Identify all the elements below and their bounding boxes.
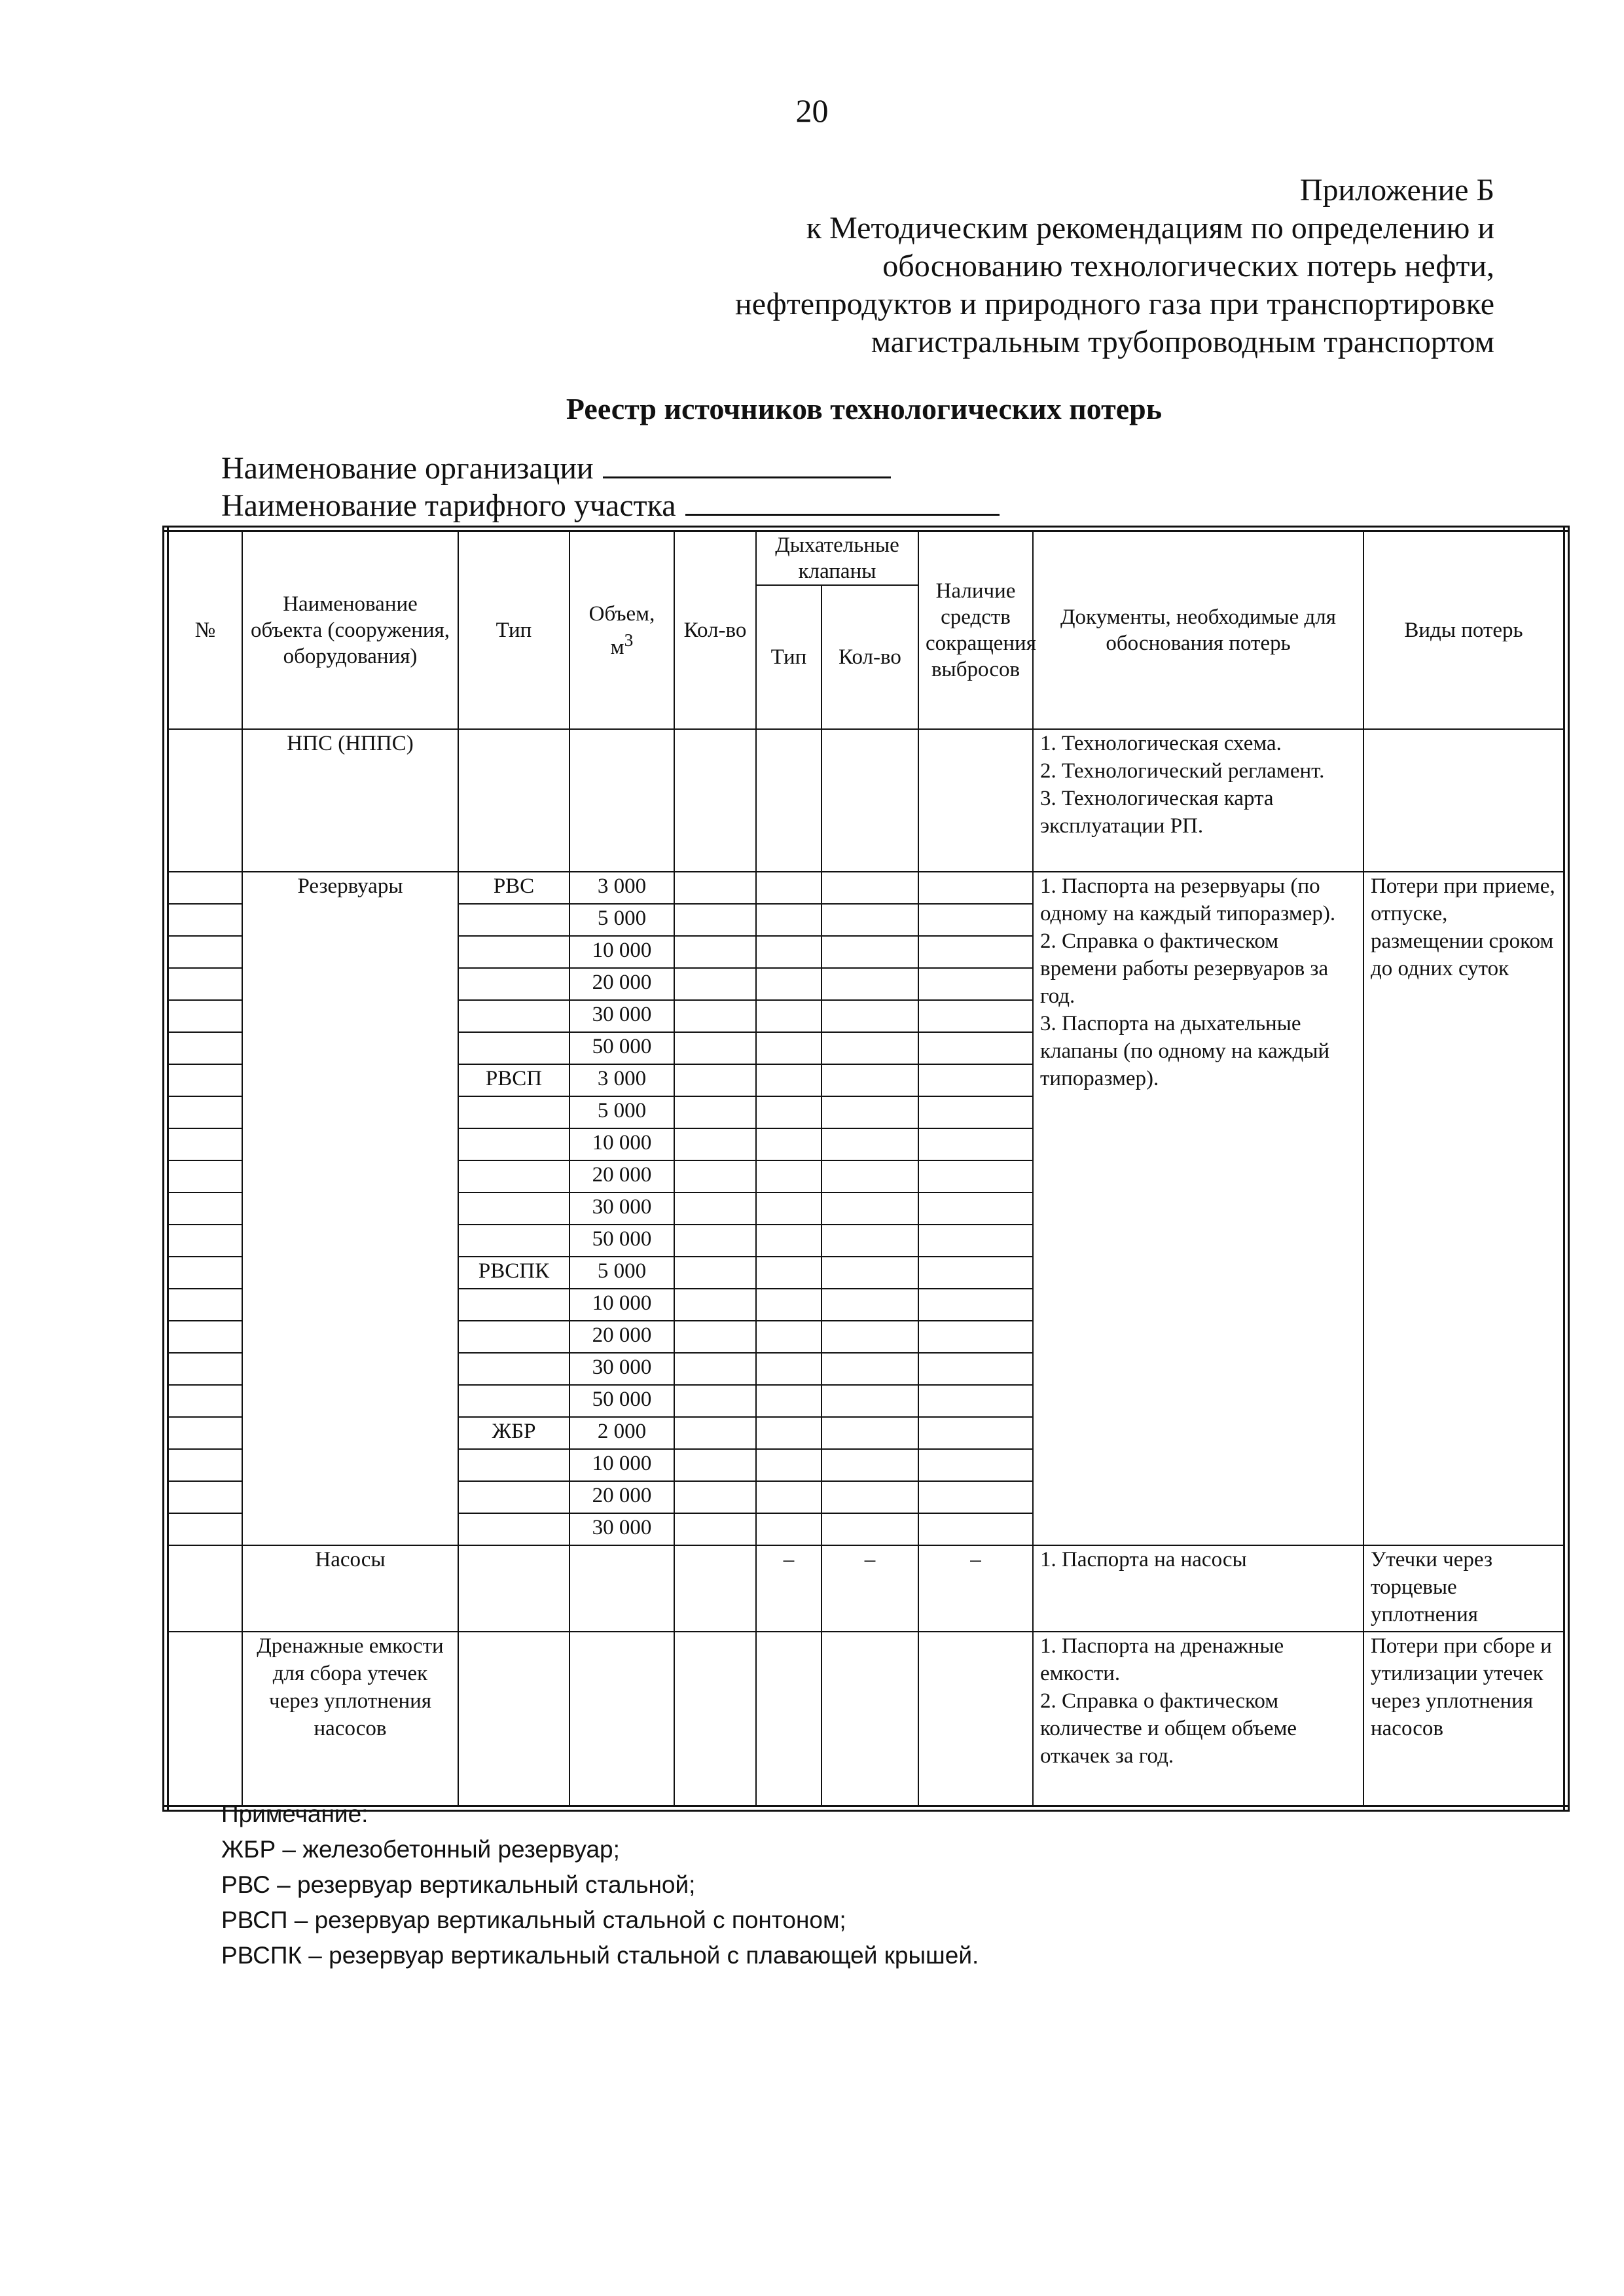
- reservoir-count: [674, 1225, 756, 1257]
- reservoir-count: [674, 1160, 756, 1193]
- drainage-document-item: 1. Паспорта на дренажные емкости.: [1040, 1634, 1284, 1685]
- reservoir-type: [458, 1032, 569, 1064]
- reservoir-count: [674, 1353, 756, 1385]
- valve-count: [821, 1449, 918, 1481]
- reservoir-type: [458, 1128, 569, 1160]
- reservoir-type: [458, 1225, 569, 1257]
- pumps-loss-type: Утечки через торцевые уплотнения: [1363, 1545, 1566, 1632]
- appendix-line: обоснованию технологических потерь нефти,: [882, 249, 1494, 283]
- note-item: РВСП – резервуар вертикальный стальной с понтоном;: [221, 1907, 846, 1933]
- valve-type: [756, 1353, 821, 1385]
- cell: [756, 729, 821, 872]
- page-number: 20: [795, 92, 829, 129]
- cell: [166, 1000, 242, 1032]
- valve-count: [821, 1160, 918, 1193]
- cell: [166, 1225, 242, 1257]
- valve-type: [756, 1225, 821, 1257]
- cell: [821, 1632, 918, 1808]
- reservoir-type: [458, 1321, 569, 1353]
- table-row-drainage: [166, 1632, 1566, 1808]
- header-volume: [569, 529, 674, 729]
- reservoir-volume: 5 000: [569, 1096, 674, 1128]
- reduction-means: [918, 1513, 1033, 1545]
- reservoir-volume: 30 000: [569, 1513, 674, 1545]
- reservoir-count: [674, 1417, 756, 1449]
- reservoir-count: [674, 1321, 756, 1353]
- reservoir-type: [458, 1096, 569, 1128]
- header-documents: Документы, необходимые для обоснования потерь: [1033, 529, 1363, 729]
- reservoirs-documents: [1033, 872, 1363, 1545]
- pumps-valve-count: –: [821, 1545, 918, 1632]
- appendix-line: к Методическим рекомендациям по определению и: [806, 211, 1494, 245]
- reduction-means: [918, 904, 1033, 936]
- table-row-reservoir: [166, 872, 1566, 904]
- note-item: ЖБР – железобетонный резервуар;: [221, 1836, 620, 1863]
- reservoir-type: [458, 1193, 569, 1225]
- reservoir-volume: 50 000: [569, 1032, 674, 1064]
- valve-count: [821, 1225, 918, 1257]
- reduction-means: [918, 1096, 1033, 1128]
- drainage-loss-type: Потери при сборе и утилизации утечек через уплотнения насосов: [1363, 1632, 1566, 1808]
- reservoir-count: [674, 904, 756, 936]
- cell: [569, 1632, 674, 1808]
- reservoir-volume: 30 000: [569, 1353, 674, 1385]
- cell: [569, 729, 674, 872]
- reduction-means: [918, 872, 1033, 904]
- cell: [458, 1632, 569, 1808]
- reservoir-type: [458, 1513, 569, 1545]
- reduction-means: [918, 1128, 1033, 1160]
- reservoir-volume: 50 000: [569, 1225, 674, 1257]
- table-row-pumps: [166, 1545, 1566, 1632]
- valve-count: [821, 1385, 918, 1417]
- reservoir-type: ЖБР: [458, 1417, 569, 1449]
- cell: [166, 729, 242, 872]
- header-reduction-means: Наличие средств сокращения выбросов: [918, 529, 1033, 729]
- cell: [166, 1128, 242, 1160]
- reservoir-volume: 5 000: [569, 904, 674, 936]
- reservoir-volume: 50 000: [569, 1385, 674, 1417]
- tariff-section-blank: [685, 488, 1000, 516]
- nps-name: НПС (НППС): [242, 729, 458, 872]
- cell: [166, 1545, 242, 1632]
- reservoir-type: РВС: [458, 872, 569, 904]
- registry-table: [162, 526, 1570, 1812]
- header-valve-count: Кол-во: [821, 585, 918, 729]
- valve-count: [821, 872, 918, 904]
- organization-field: [221, 450, 891, 486]
- reservoir-volume: 5 000: [569, 1257, 674, 1289]
- reservoir-count: [674, 968, 756, 1000]
- header-volume-label: Объем, м: [588, 601, 655, 659]
- reduction-means: [918, 1032, 1033, 1064]
- reservoir-count: [674, 936, 756, 968]
- cell: [166, 872, 242, 904]
- valve-type: [756, 872, 821, 904]
- reservoir-type: [458, 936, 569, 968]
- valve-type: [756, 1321, 821, 1353]
- pumps-documents: 1. Паспорта на насосы: [1033, 1545, 1363, 1632]
- reservoir-volume: 20 000: [569, 1481, 674, 1513]
- cell: [166, 1096, 242, 1128]
- header-loss-types: Виды потерь: [1363, 529, 1566, 729]
- valve-type: [756, 1064, 821, 1096]
- cell: [1363, 729, 1566, 872]
- valve-type: [756, 1385, 821, 1417]
- reservoir-count: [674, 1128, 756, 1160]
- valve-type: [756, 968, 821, 1000]
- cell: [569, 1545, 674, 1632]
- reservoir-count: [674, 1193, 756, 1225]
- table-row-nps: [166, 729, 1566, 872]
- valve-type: [756, 904, 821, 936]
- reservoir-document-item: 1. Паспорта на резервуары (по одному на каждый типоразмер).: [1040, 874, 1336, 925]
- cell: [166, 1193, 242, 1225]
- reservoir-type: [458, 1449, 569, 1481]
- valve-type: [756, 1289, 821, 1321]
- cell: [166, 1417, 242, 1449]
- appendix-line: магистральным трубопроводным транспортом: [871, 325, 1494, 359]
- reservoir-type: [458, 1481, 569, 1513]
- reduction-means: [918, 1257, 1033, 1289]
- note-item: РВС – резервуар вертикальный стальной;: [221, 1871, 696, 1898]
- header-object: Наименование объекта (сооружения, оборудования): [242, 529, 458, 729]
- valve-count: [821, 1257, 918, 1289]
- cell: [166, 1353, 242, 1385]
- valve-count: [821, 968, 918, 1000]
- valve-type: [756, 936, 821, 968]
- cell: [458, 1545, 569, 1632]
- reservoir-type: [458, 1000, 569, 1032]
- reduction-means: [918, 936, 1033, 968]
- valve-type: [756, 1160, 821, 1193]
- reduction-means: [918, 1160, 1033, 1193]
- cell: [821, 729, 918, 872]
- reservoir-type: [458, 968, 569, 1000]
- reservoir-volume: 20 000: [569, 1160, 674, 1193]
- cell: [166, 936, 242, 968]
- reservoirs-name: Резервуары: [242, 872, 458, 1545]
- cell: [674, 1545, 756, 1632]
- valve-count: [821, 904, 918, 936]
- cell: [458, 729, 569, 872]
- reservoir-count: [674, 1449, 756, 1481]
- valve-count: [821, 1289, 918, 1321]
- reservoir-document-item: 3. Паспорта на дыхательные клапаны (по одному на каждый типоразмер).: [1040, 1012, 1330, 1090]
- organization-blank: [603, 450, 891, 478]
- cell: [166, 1032, 242, 1064]
- appendix-line: нефтепродуктов и природного газа при транспортировке: [735, 287, 1494, 321]
- reservoir-volume: 10 000: [569, 1449, 674, 1481]
- reservoir-count: [674, 1513, 756, 1545]
- valve-count: [821, 1481, 918, 1513]
- header-breathing-valves: Дыхательные клапаны: [756, 529, 918, 585]
- header-count: Кол-во: [674, 529, 756, 729]
- reduction-means: [918, 1353, 1033, 1385]
- cell: [674, 729, 756, 872]
- nps-documents: [1033, 729, 1363, 872]
- cell: [166, 1289, 242, 1321]
- cell: [166, 1321, 242, 1353]
- nps-document-item: 1. Технологическая схема.: [1040, 732, 1282, 755]
- reservoir-volume: 3 000: [569, 1064, 674, 1096]
- valve-count: [821, 936, 918, 968]
- note-item: РВСПК – резервуар вертикальный стальной с плавающей крышей.: [221, 1942, 979, 1969]
- nps-document-item: 3. Технологическая карта эксплуатации РП.: [1040, 787, 1274, 838]
- pumps-reduction: –: [918, 1545, 1033, 1632]
- cell: [166, 1385, 242, 1417]
- reduction-means: [918, 1289, 1033, 1321]
- cell: [756, 1632, 821, 1808]
- valve-count: [821, 1321, 918, 1353]
- valve-count: [821, 1096, 918, 1128]
- reservoir-volume: 10 000: [569, 1128, 674, 1160]
- valve-type: [756, 1032, 821, 1064]
- reservoir-type: [458, 1289, 569, 1321]
- cell: [166, 1449, 242, 1481]
- reduction-means: [918, 1000, 1033, 1032]
- pumps-name: Насосы: [242, 1545, 458, 1632]
- cell: [166, 1257, 242, 1289]
- header-number: №: [166, 529, 242, 729]
- cell: [166, 1632, 242, 1808]
- valve-count: [821, 1417, 918, 1449]
- notes: [221, 1797, 979, 1973]
- valve-count: [821, 1064, 918, 1096]
- reservoir-volume: 10 000: [569, 1289, 674, 1321]
- valve-type: [756, 1481, 821, 1513]
- cell: [166, 1064, 242, 1096]
- reservoir-volume: 3 000: [569, 872, 674, 904]
- cell: [166, 904, 242, 936]
- header-volume-unit-exponent: 3: [624, 629, 634, 650]
- reservoir-count: [674, 872, 756, 904]
- reservoir-volume: 2 000: [569, 1417, 674, 1449]
- drainage-documents: [1033, 1632, 1363, 1808]
- drainage-document-item: 2. Справка о фактическом количестве и общем объеме откачек за год.: [1040, 1689, 1297, 1768]
- valve-type: [756, 1257, 821, 1289]
- appendix-line: Приложение Б: [1299, 173, 1494, 207]
- reservoir-volume: 30 000: [569, 1193, 674, 1225]
- cell: [674, 1632, 756, 1808]
- reservoir-type: [458, 1353, 569, 1385]
- reduction-means: [918, 968, 1033, 1000]
- reservoir-type: [458, 1160, 569, 1193]
- reduction-means: [918, 1064, 1033, 1096]
- reservoir-volume: 20 000: [569, 968, 674, 1000]
- reservoir-count: [674, 1064, 756, 1096]
- drainage-name: Дренажные емкости для сбора утечек через уплотнения насосов: [242, 1632, 458, 1808]
- reservoir-type: РВСПК: [458, 1257, 569, 1289]
- valve-type: [756, 1193, 821, 1225]
- reduction-means: [918, 1321, 1033, 1353]
- reservoir-count: [674, 1385, 756, 1417]
- cell: [918, 1632, 1033, 1808]
- header-type: Тип: [458, 529, 569, 729]
- reduction-means: [918, 1417, 1033, 1449]
- reservoir-volume: 30 000: [569, 1000, 674, 1032]
- cell: [166, 1481, 242, 1513]
- valve-count: [821, 1353, 918, 1385]
- cell: [166, 968, 242, 1000]
- organization-label: Наименование организации: [221, 451, 594, 486]
- valve-type: [756, 1417, 821, 1449]
- header-valve-type: Тип: [756, 585, 821, 729]
- reduction-means: [918, 1385, 1033, 1417]
- reservoir-count: [674, 1481, 756, 1513]
- valve-type: [756, 1000, 821, 1032]
- valve-type: [756, 1449, 821, 1481]
- reservoir-volume: 10 000: [569, 936, 674, 968]
- cell: [166, 1513, 242, 1545]
- reservoir-volume: 20 000: [569, 1321, 674, 1353]
- reservoir-count: [674, 1289, 756, 1321]
- valve-type: [756, 1513, 821, 1545]
- reservoir-count: [674, 1257, 756, 1289]
- reservoir-document-item: 2. Справка о фактическом времени работы резервуаров за год.: [1040, 929, 1329, 1008]
- reservoir-type: [458, 1385, 569, 1417]
- reservoir-count: [674, 1096, 756, 1128]
- tariff-section-label: Наименование тарифного участка: [221, 488, 676, 523]
- valve-count: [821, 1128, 918, 1160]
- appendix-header: [316, 171, 1494, 361]
- valve-count: [821, 1513, 918, 1545]
- cell: [918, 729, 1033, 872]
- reservoirs-loss-type: Потери при приеме, отпуске, размещении сроком до одних суток: [1363, 872, 1566, 1545]
- pumps-valve-type: –: [756, 1545, 821, 1632]
- reservoir-type: РВСП: [458, 1064, 569, 1096]
- notes-title: Примечание:: [221, 1801, 369, 1827]
- reduction-means: [918, 1449, 1033, 1481]
- reduction-means: [918, 1193, 1033, 1225]
- reservoir-type: [458, 904, 569, 936]
- reduction-means: [918, 1481, 1033, 1513]
- cell: [166, 1160, 242, 1193]
- tariff-section-field: [221, 488, 1000, 524]
- nps-document-item: 2. Технологический регламент.: [1040, 759, 1325, 783]
- reservoir-count: [674, 1000, 756, 1032]
- valve-count: [821, 1032, 918, 1064]
- valve-type: [756, 1096, 821, 1128]
- valve-type: [756, 1128, 821, 1160]
- valve-count: [821, 1000, 918, 1032]
- document-title: Реестр источников технологических потерь: [566, 392, 1163, 425]
- valve-count: [821, 1193, 918, 1225]
- reduction-means: [918, 1225, 1033, 1257]
- reservoir-count: [674, 1032, 756, 1064]
